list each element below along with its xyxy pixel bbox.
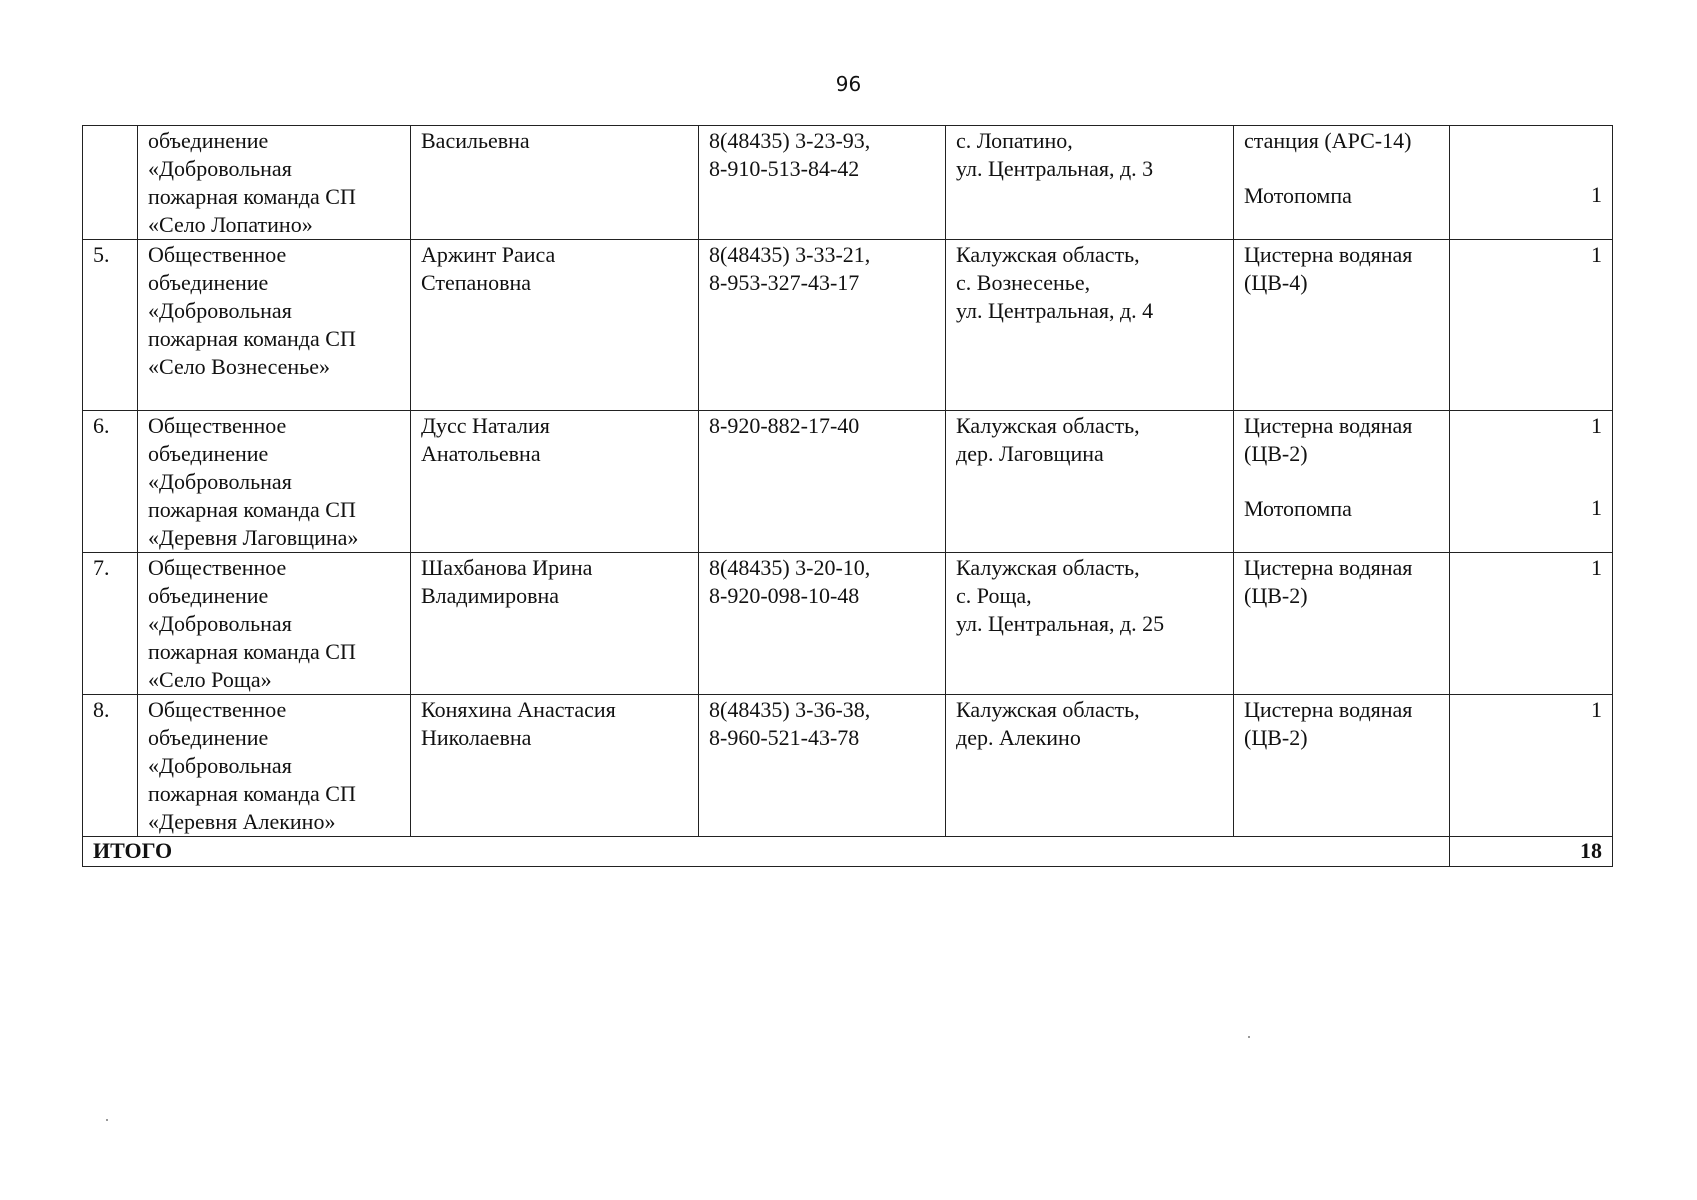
phone-cell bbox=[699, 695, 946, 837]
address-line: дер. Лаговщина bbox=[956, 441, 1104, 466]
organization-line: «Село Роща» bbox=[148, 667, 272, 692]
phone-line: 8(48435) 3-33-21, bbox=[709, 242, 871, 267]
head-name-cell bbox=[411, 126, 699, 240]
table-row bbox=[83, 411, 1613, 553]
equipment-line: (ЦВ-2) bbox=[1244, 441, 1308, 466]
organization-line: объединение bbox=[148, 583, 269, 608]
phone-line: 8(48435) 3-20-10, bbox=[709, 555, 871, 580]
quantity-value: 1 bbox=[1591, 182, 1602, 207]
address-line: Калужская область, bbox=[956, 242, 1140, 267]
address-line: Калужская область, bbox=[956, 697, 1140, 722]
equipment-line: станция (АРС-14) bbox=[1244, 128, 1412, 153]
total-label: ИТОГО bbox=[83, 837, 1450, 867]
fire-brigade-table bbox=[82, 125, 1613, 867]
organization-line: «Добровольная bbox=[148, 469, 292, 494]
phone-cell bbox=[699, 553, 946, 695]
address-cell bbox=[946, 126, 1234, 240]
address-line: Калужская область, bbox=[956, 555, 1140, 580]
address-cell bbox=[946, 240, 1234, 411]
scan-speck bbox=[1248, 1036, 1250, 1038]
head-name-cell bbox=[411, 240, 699, 411]
quantity-value: 1 bbox=[1591, 697, 1602, 722]
head-name-cell bbox=[411, 553, 699, 695]
table-row bbox=[83, 126, 1613, 240]
row-number: 6. bbox=[83, 411, 138, 553]
head-name-cell bbox=[411, 411, 699, 553]
organization-cell bbox=[138, 126, 411, 240]
organization-line: объединение bbox=[148, 270, 269, 295]
organization-line: объединение bbox=[148, 725, 269, 750]
phone-line: 8-920-882-17-40 bbox=[709, 413, 860, 438]
address-line: Калужская область, bbox=[956, 413, 1140, 438]
head-name-line: Васильевна bbox=[421, 128, 530, 153]
organization-line: «Село Лопатино» bbox=[148, 212, 313, 237]
equipment-line: Мотопомпа bbox=[1244, 183, 1352, 208]
equipment-cell bbox=[1234, 553, 1450, 695]
equipment-cell bbox=[1234, 126, 1450, 240]
head-name-line: Степановна bbox=[421, 270, 531, 295]
equipment-cell bbox=[1234, 411, 1450, 553]
table-row bbox=[83, 240, 1613, 411]
head-name-line: Дусс Наталия bbox=[421, 413, 550, 438]
organization-line: «Добровольная bbox=[148, 611, 292, 636]
address-cell bbox=[946, 553, 1234, 695]
scan-speck bbox=[106, 1119, 108, 1121]
quantity-value: 1 bbox=[1591, 495, 1602, 520]
quantity-value: 1 bbox=[1591, 242, 1602, 267]
phone-cell bbox=[699, 411, 946, 553]
organization-line: пожарная команда СП bbox=[148, 781, 356, 806]
organization-cell bbox=[138, 695, 411, 837]
quantity-value: 1 bbox=[1591, 555, 1602, 580]
phone-line: 8-960-521-43-78 bbox=[709, 725, 860, 750]
address-cell bbox=[946, 411, 1234, 553]
total-value: 18 bbox=[1450, 837, 1613, 867]
head-name-line: Коняхина Анастасия bbox=[421, 697, 616, 722]
phone-cell bbox=[699, 126, 946, 240]
phone-line: 8(48435) 3-36-38, bbox=[709, 697, 871, 722]
address-line: ул. Центральная, д. 4 bbox=[956, 298, 1154, 323]
organization-line: «Добровольная bbox=[148, 753, 292, 778]
phone-line: 8-920-098-10-48 bbox=[709, 583, 860, 608]
organization-line: объединение bbox=[148, 441, 269, 466]
organization-line: объединение bbox=[148, 128, 269, 153]
organization-line: Общественное bbox=[148, 555, 287, 580]
address-line: с. Лопатино, bbox=[956, 128, 1073, 153]
page-number: 96 bbox=[835, 72, 862, 96]
row-number: 7. bbox=[83, 553, 138, 695]
address-line: ул. Центральная, д. 25 bbox=[956, 611, 1165, 636]
table-row bbox=[83, 553, 1613, 695]
equipment-line: (ЦВ-4) bbox=[1244, 270, 1308, 295]
organization-line: пожарная команда СП bbox=[148, 326, 356, 351]
organization-line: пожарная команда СП bbox=[148, 184, 356, 209]
address-line: с. Вознесенье, bbox=[956, 270, 1091, 295]
organization-cell bbox=[138, 553, 411, 695]
equipment-cell bbox=[1234, 695, 1450, 837]
equipment-line: Цистерна водяная bbox=[1244, 555, 1413, 580]
organization-line: пожарная команда СП bbox=[148, 639, 356, 664]
head-name-cell bbox=[411, 695, 699, 837]
phone-line: 8(48435) 3-23-93, bbox=[709, 128, 871, 153]
organization-cell bbox=[138, 240, 411, 411]
organization-line: пожарная команда СП bbox=[148, 497, 356, 522]
quantity-value: 1 bbox=[1591, 413, 1602, 438]
address-line: ул. Центральная, д. 3 bbox=[956, 156, 1154, 181]
equipment-line: Цистерна водяная bbox=[1244, 413, 1413, 438]
quantity-cell bbox=[1450, 553, 1613, 695]
row-number: 5. bbox=[83, 240, 138, 411]
head-name-line: Владимировна bbox=[421, 583, 560, 608]
quantity-cell bbox=[1450, 411, 1613, 553]
phone-line: 8-953-327-43-17 bbox=[709, 270, 860, 295]
row-number: 8. bbox=[83, 695, 138, 837]
organization-line: «Добровольная bbox=[148, 298, 292, 323]
address-cell bbox=[946, 695, 1234, 837]
head-name-line: Шахбанова Ирина bbox=[421, 555, 593, 580]
organization-line: Общественное bbox=[148, 242, 287, 267]
organization-line: Общественное bbox=[148, 697, 287, 722]
equipment-line: Цистерна водяная bbox=[1244, 697, 1413, 722]
quantity-cell bbox=[1450, 695, 1613, 837]
head-name-line: Анатольевна bbox=[421, 441, 541, 466]
organization-line: «Село Вознесенье» bbox=[148, 354, 331, 379]
table-row bbox=[83, 695, 1613, 837]
organization-cell bbox=[138, 411, 411, 553]
phone-cell bbox=[699, 240, 946, 411]
quantity-cell bbox=[1450, 126, 1613, 240]
organization-line: «Деревня Лаговщина» bbox=[148, 525, 359, 550]
equipment-cell bbox=[1234, 240, 1450, 411]
total-row bbox=[83, 837, 1613, 867]
equipment-line: Мотопомпа bbox=[1244, 496, 1352, 521]
head-name-line: Николаевна bbox=[421, 725, 532, 750]
address-line: дер. Алекино bbox=[956, 725, 1081, 750]
organization-line: Общественное bbox=[148, 413, 287, 438]
organization-line: «Деревня Алекино» bbox=[148, 809, 336, 834]
equipment-line: (ЦВ-2) bbox=[1244, 583, 1308, 608]
address-line: с. Роща, bbox=[956, 583, 1032, 608]
equipment-line: Цистерна водяная bbox=[1244, 242, 1413, 267]
equipment-line: (ЦВ-2) bbox=[1244, 725, 1308, 750]
head-name-line: Аржинт Раиса bbox=[421, 242, 556, 267]
organization-line: «Добровольная bbox=[148, 156, 292, 181]
quantity-cell bbox=[1450, 240, 1613, 411]
phone-line: 8-910-513-84-42 bbox=[709, 156, 860, 181]
row-number bbox=[83, 126, 138, 240]
